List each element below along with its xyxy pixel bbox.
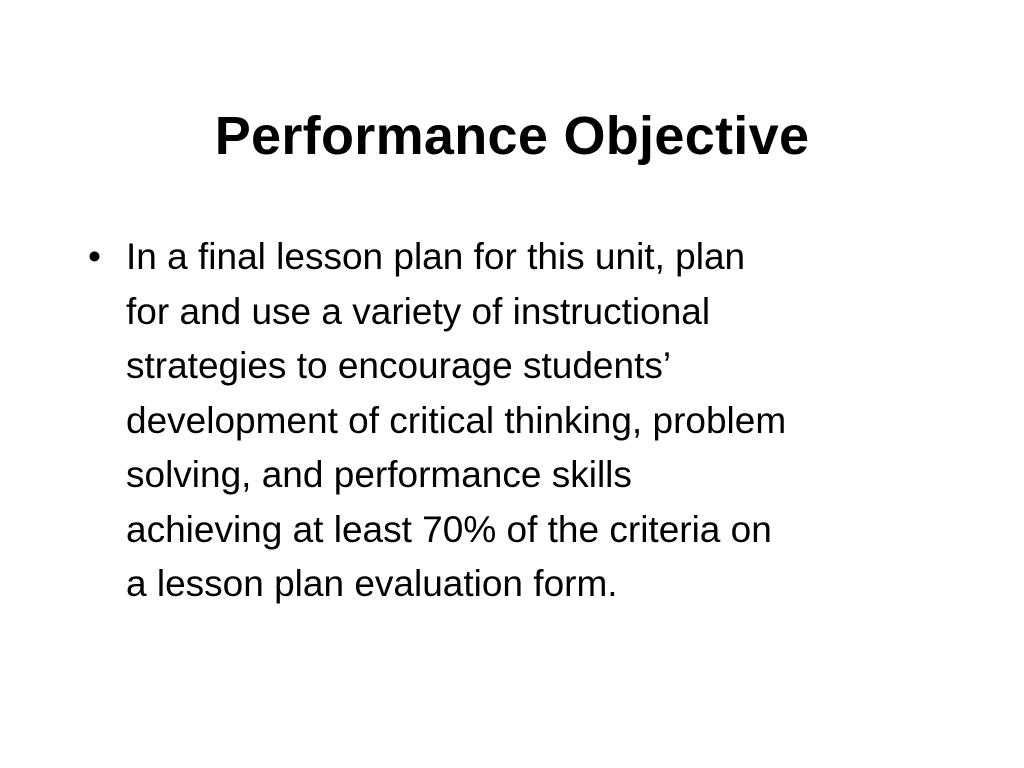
bullet-line: In a final lesson plan for this unit, plan	[126, 236, 746, 277]
bullet-line: for and use a variety of instructional	[126, 290, 711, 332]
bullet-line: a lesson plan evaluation form.	[126, 563, 618, 604]
bullet-line: achieving at least 70% of the criteria on	[126, 508, 772, 550]
slide-title: Performance Objective	[214, 106, 810, 166]
bullet-line: solving, and performance skills	[126, 454, 632, 495]
bullet-line: development of critical thinking, problem	[126, 399, 787, 441]
bullet-line: strategies to encourage students’	[126, 345, 672, 386]
bullet-list	[88, 230, 968, 612]
bullet-item	[88, 230, 968, 612]
bullet-marker: •	[88, 236, 101, 277]
